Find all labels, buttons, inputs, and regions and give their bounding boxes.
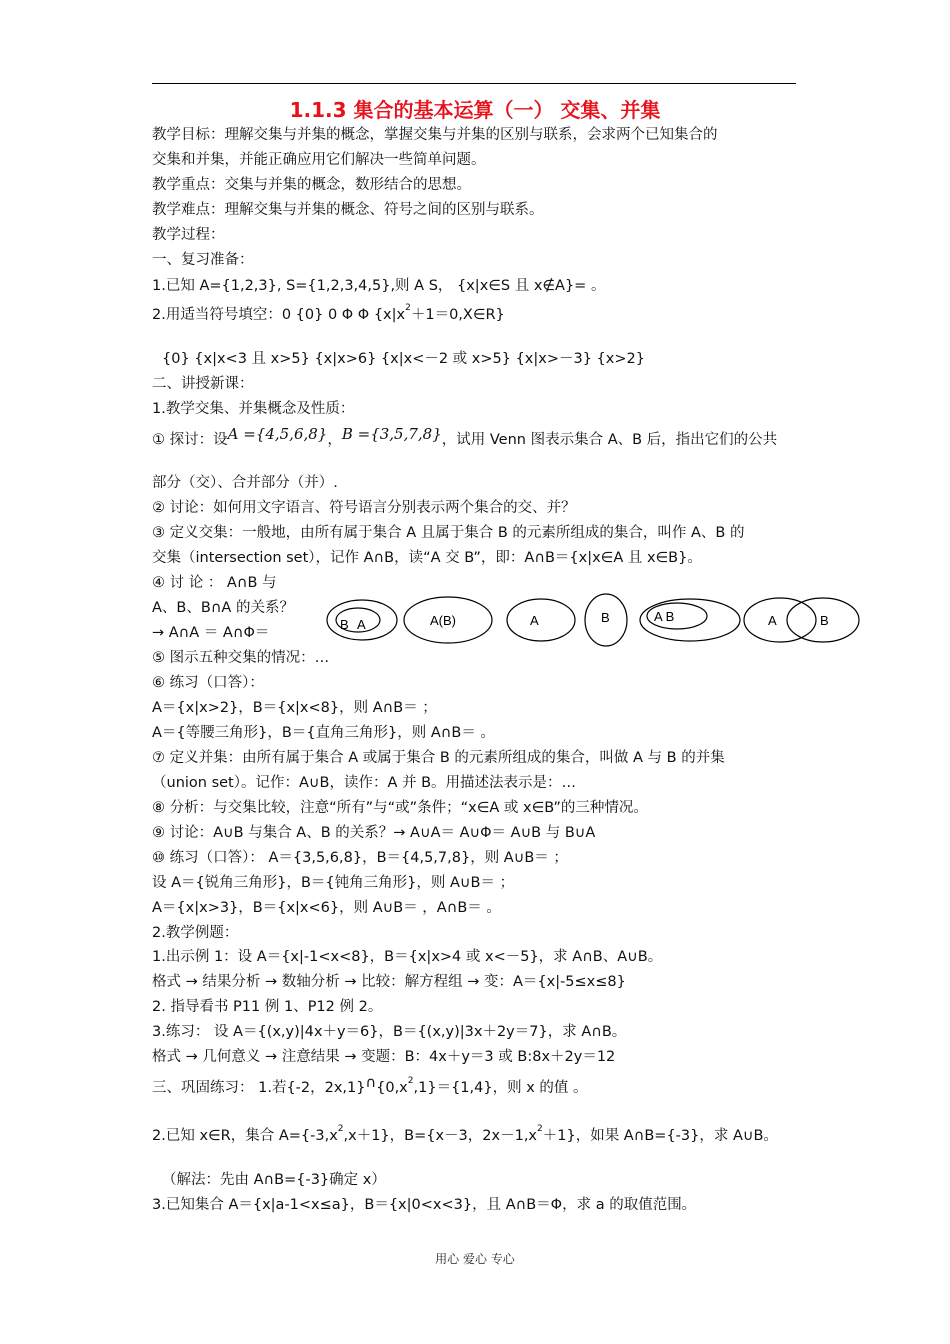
section-review: 一、复习准备： xyxy=(152,252,254,268)
process-heading: 教学过程： xyxy=(152,227,225,243)
discuss-relation: ④ 讨 论 ： A∩B 与 xyxy=(152,575,277,591)
objective-line-2: 交集和并集，并能正确应用它们解决一些简单问题。 xyxy=(152,152,486,168)
analysis-line: ⑧ 分析：与交集比较，注意“所有”与“或”条件；“x∈A 或 x∈B”的三种情况。 xyxy=(152,800,648,816)
discuss-relation-2: A、B、B∩A 的关系？ xyxy=(152,600,294,616)
consolidation-1-set: {0,x xyxy=(376,1080,408,1096)
union-exercise-1: ⑩ 练习（口答）： A＝{3,5,6,8}，B＝{4,5,7,8}，则 A∪B＝ ； xyxy=(152,850,568,866)
explore-line-2: 部分（交）、合并部分（并）. xyxy=(152,475,338,491)
venn-3-right-label: B xyxy=(601,610,610,625)
venn-1-inner-label: A xyxy=(357,617,366,632)
union-def-1: ⑦ 定义并集：由所有属于集合 A 或属于集合 B 的元素所组成的集合，叫做 A 与 B 的并集 xyxy=(152,750,725,766)
superscript: 2 xyxy=(337,1124,344,1134)
objective-line-1: 教学目标：理解交集与并集的概念，掌握交集与并集的区别与联系，会求两个已知集合的 xyxy=(152,127,718,143)
explore-comma: ， xyxy=(327,432,342,448)
consolidation-2 xyxy=(152,1124,778,1147)
solution-hint: （解法：先由 A∩B={-3}确定 x） xyxy=(162,1172,386,1188)
consolidation-2-mid: ,x＋1}，B={x－3，2x－1,x xyxy=(343,1128,538,1144)
cap-symbol: ∩ xyxy=(365,1075,377,1091)
superscript: 2 xyxy=(537,1124,543,1134)
venn-5-left-label: A xyxy=(768,613,777,628)
page-title: 1.1.3 集合的基本运算（一） 交集、并集 xyxy=(289,98,661,122)
concept-heading: 1.教学交集、并集概念及性质： xyxy=(152,401,355,417)
consolidation-3: 3.已知集合 A＝{x|a-1<x≤a}，B＝{x|0<x<3}，且 A∩B＝Φ，求 a 的取值范围。 xyxy=(152,1197,697,1213)
explore-text-end: ，试用 Venn 图表示集合 A、B 后，指出它们的公共 xyxy=(441,432,778,448)
venn-diagrams xyxy=(320,590,865,680)
practice-3-format: 格式 → 几何意义 → 注意结果 → 变题：B：4x＋y＝3 或 B:8x＋2y＝12 xyxy=(152,1049,616,1065)
read-book: 2. 指导看书 P11 例 1、P12 例 2。 xyxy=(152,999,383,1015)
consolidation-1-text: 三、巩固练习： 1.若{-2，2x,1} xyxy=(152,1080,366,1096)
set-b-def: B ={3,5,7,8} xyxy=(341,425,442,443)
review-q2-text: 2.用适当符号填空：0 {0} 0 Φ Φ {x|x xyxy=(152,307,406,323)
union-def-2: （union set）。记作：A∪B，读作：A 并 B。用描述法表示是：… xyxy=(152,775,577,791)
union-discuss: ⑨ 讨论：A∪B 与集合 A、B 的关系？→ A∪A＝ A∪Φ＝ A∪B 与 B∪A xyxy=(152,825,596,841)
section-new: 二、讲授新课： xyxy=(152,376,254,392)
page-footer: 用心 爱心 专心 xyxy=(435,1252,515,1266)
venn-4-label: A B xyxy=(654,609,675,624)
union-exercise-3: A＝{x|x>3}，B＝{x|x<6}，则 A∪B＝ ，A∩B＝ 。 xyxy=(152,900,501,916)
consolidation-1 xyxy=(152,1075,588,1099)
examples-heading: 2.教学例题： xyxy=(152,925,239,941)
intersection-def-2: 交集（intersection set），记作 A∩B，读“A 交 B”，即：A∩B＝{x|x∈A 且 x∈B}。 xyxy=(152,550,702,566)
key-points: 教学重点：交集与并集的概念，数形结合的思想。 xyxy=(152,177,471,193)
practice-3: 3.练习： 设 A＝{(x,y)|4x＋y＝6}，B＝{(x,y)|3x＋2y＝7}，求 A∩B。 xyxy=(152,1024,627,1040)
discuss-line: ② 讨论：如何用文字语言、符号语言分别表示两个集合的交、并？ xyxy=(152,500,576,516)
review-q2 xyxy=(152,303,505,326)
venn-5-right-label: B xyxy=(820,613,829,628)
example-1: 1.出示例 1：设 A＝{x|-1<x<8}，B＝{x|x>4 或 x<－5}，求 A∩B、A∪B。 xyxy=(152,949,663,965)
review-q2-sets: {0} {x|x<3 且 x>5} {x|x>6} {x|x<－2 或 x>5} {x|x>－3} {x>2} xyxy=(162,351,645,367)
exercise-heading: ⑥ 练习（口答）： xyxy=(152,675,264,691)
venn-5-left xyxy=(744,598,816,642)
review-q1: 1.已知 A={1,2,3}, S={1,2,3,4,5},则 A S， {x|x∈S 且 x∉A}= 。 xyxy=(152,278,606,294)
explore-text: ① 探讨：设 xyxy=(152,432,228,448)
exercise-1: A＝{x|x>2}，B＝{x|x<8}，则 A∩B＝ ； xyxy=(152,700,437,716)
consolidation-2-end: ＋1}，如果 A∩B={-3}，求 A∪B。 xyxy=(542,1128,778,1144)
consolidation-2-text: 2.已知 x∈R，集合 A={-3,x xyxy=(152,1128,338,1144)
example-1-format: 格式 → 结果分析 → 数轴分析 → 比较：解方程组 → 变：A＝{x|-5≤x≤8} xyxy=(152,974,626,990)
venn-3-left-label: A xyxy=(530,613,539,628)
review-q2-text-end: ＋1＝0,X∈R} xyxy=(410,307,505,323)
exercise-2: A＝{等腰三角形}，B＝{直角三角形}，则 A∩B＝ 。 xyxy=(152,725,495,741)
superscript: 2 xyxy=(405,303,411,313)
difficulties: 教学难点：理解交集与并集的概念、符号之间的区别与联系。 xyxy=(152,202,544,218)
superscript: 2 xyxy=(407,1076,414,1086)
intersection-def-1: ③ 定义交集：一般地，由所有属于集合 A 且属于集合 B 的元素所组成的集合，叫作 A、B 的 xyxy=(152,525,745,541)
discuss-relation-3: → A∩A ＝ A∩Φ＝ xyxy=(152,625,270,641)
union-exercise-2: 设 A＝{锐角三角形}，B＝{钝角三角形}，则 A∪B＝ ； xyxy=(152,875,515,891)
venn-3-left xyxy=(507,599,575,641)
venn-1-outer-label: B xyxy=(340,617,349,632)
five-cases: ⑤ 图示五种交集的情况：… xyxy=(152,650,330,666)
consolidation-1-end: ,1}＝{1,4}，则 x 的值 。 xyxy=(413,1080,588,1096)
venn-2-label: A(B) xyxy=(430,613,456,628)
set-a-def: A ={4,5,6,8} xyxy=(227,425,328,443)
explore-line xyxy=(152,425,778,449)
header-rule xyxy=(152,83,796,84)
